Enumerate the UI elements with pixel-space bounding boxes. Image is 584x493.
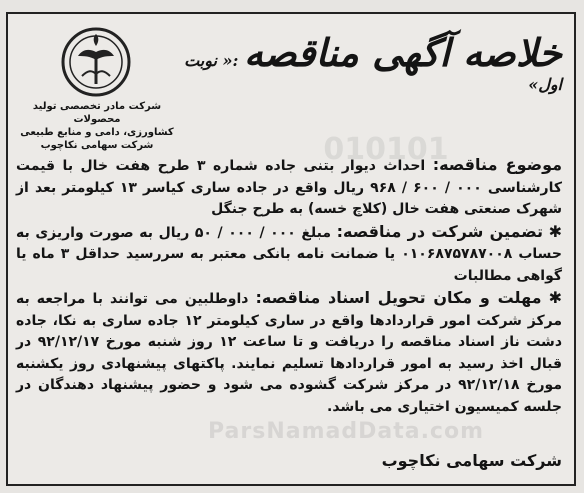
ad-round: :« نوبت اول» [184, 51, 562, 94]
deadline-paragraph [16, 287, 562, 418]
ad-frame [6, 12, 576, 486]
deadline-text: داوطلبین می توانند با مراجعه به مرکز شرکت امور قراردادها واقع در ساری کیلومتر ۱۲ جاده ساری به نکا، جاده دشت ناز اسناد مناقصه را دریافت و تا ساعت ۱۲ روز شنبه مورخ ۹۲/۱۲/۱۷ در قبال اخذ رسید به امور قراردادها تسلیم نمایند. پاکتهای پیشنهادی روز یکشنبه مورخ ۹۲/۱۲/۱۸ در مرکز شرکت گشوده می شود و حضور پیشنهاد دهندگان در جلسه کمیسیون اختیاری می باشد. [16, 291, 563, 415]
company-line-2: کشاورزی، دامی و منابع طبیعی [20, 127, 174, 138]
subject-text: احداث دیوار بتنی جاده شماره ۳ طرح هفت خال با قیمت کارشناسی ۰۰۰ / ۶۰۰ / ۹۶۸ ریال واقع در جاده ساری کیاسر ۱۳ کیلومتر بعد از شهرک صنعتی هفت خال (کلاچ خسه) به طرح جنگل [16, 158, 562, 217]
watermark-number: 010101 [323, 132, 449, 167]
company-logo-icon [48, 26, 144, 98]
ad-body [16, 154, 562, 418]
subject-label: موضوع مناقصه: [432, 155, 562, 174]
company-line-3: شرکت سهامی نکاچوب [40, 140, 154, 151]
guarantee-text: مبلغ ۰۰۰ / ۰۰۰ / ۵۰ ریال به صورت واریزی به حساب ۰۱۰۶۸۷۵۷۸۷۰۰۸ یا ضمانت نامه بانکی معتبر به سررسید حداقل ۳ ماه یا گواهی مطالبات [16, 224, 562, 284]
guarantee-paragraph [16, 221, 562, 288]
guarantee-label: تضمین شرکت در مناقصه: [336, 221, 544, 241]
ad-title: خلاصه آگهی مناقصه [244, 30, 562, 75]
company-line-1: شرکت مادر تخصصی تولید محصولات [32, 101, 162, 125]
deadline-label: مهلت و مکان تحویل اسناد مناقصه: [255, 288, 542, 307]
company-name-block [18, 100, 176, 152]
subject-paragraph [16, 154, 562, 221]
headline [162, 30, 562, 94]
watermark: ParsNamadData.com [208, 419, 485, 444]
star-icon: ✱ [548, 288, 562, 307]
signature: شرکت سهامی نکاچوب [381, 451, 562, 470]
star-icon: ✱ [548, 221, 562, 241]
